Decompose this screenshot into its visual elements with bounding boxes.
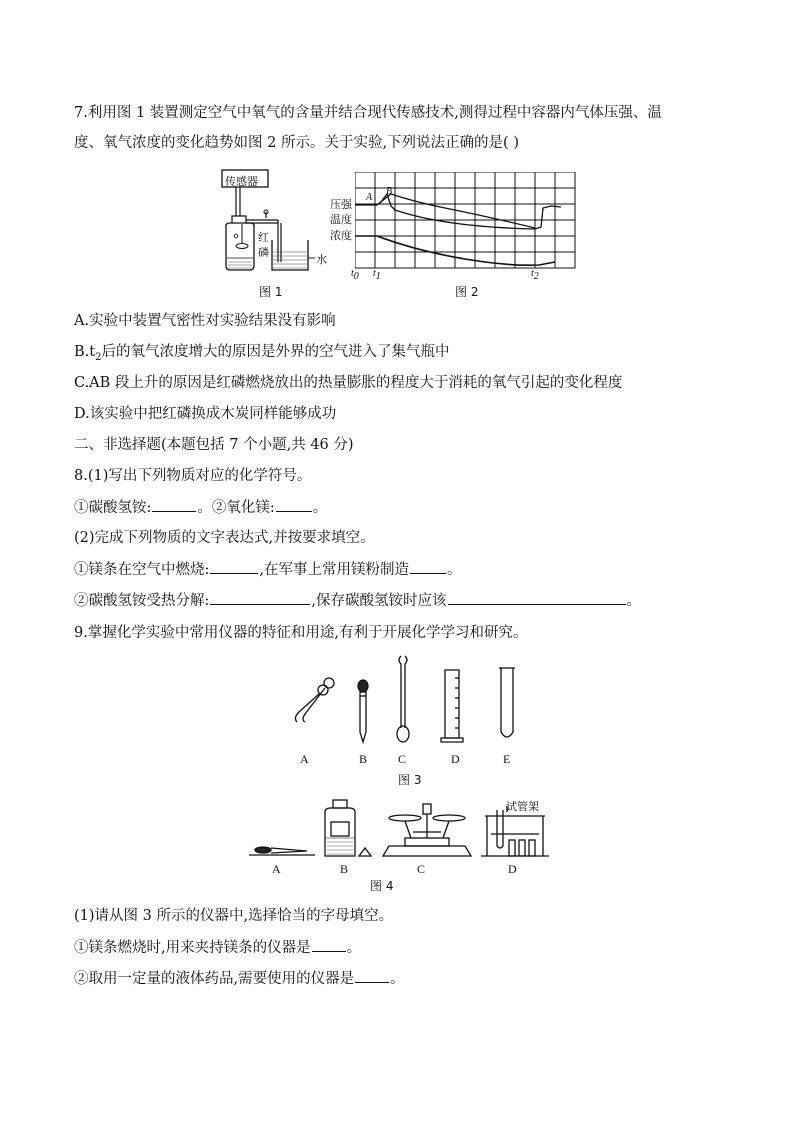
q7-option-d: D.该实验中把红磷换成木炭同样能够成功 — [74, 406, 337, 422]
red-phosphorus-label-2: 磷 — [258, 247, 269, 259]
concentration-label: 浓度 — [330, 229, 352, 242]
fig4-label-b: B — [340, 862, 349, 876]
q8-line-magnesium: ①镁条在空气中燃烧: ,在军事上常用镁粉制造 。 — [74, 559, 462, 580]
q8-part-2: (2)完成下列物质的文字表达式,并按要求填空。 — [74, 530, 375, 546]
q7-option-b: $B.t_2$后的氧气浓度增大的原因是外界的空气进入了集气瓶中 — [74, 344, 450, 363]
q7-option-c: C.AB 段上升的原因是红磷燃烧放出的热量膨胀的程度大于消耗的氧气引起的变化程度 — [74, 375, 623, 391]
fig3-label-e: E — [503, 752, 511, 766]
balance-scale-icon — [383, 804, 471, 856]
figure-4-caption: 图 4 — [370, 879, 394, 893]
answer-blank[interactable] — [276, 497, 312, 512]
figure-3-instruments — [285, 650, 525, 750]
q7-line-2: 度、氧气浓度的变化趋势如图 2 所示。关于实验,下列说法正确的是( ) — [74, 135, 519, 151]
t0-label: $t_0$ — [351, 268, 359, 282]
answer-blank[interactable] — [210, 590, 310, 605]
figure-1-caption: 图 1 — [259, 285, 283, 299]
section-2-heading: 二、非选择题(本题包括 7 个小题,共 46 分) — [74, 437, 354, 453]
reagent-bottle-icon — [325, 800, 371, 856]
q8-line-ammonium: ②碳酸氢铵受热分解: ,保存碳酸氢铵时应该 。 — [74, 590, 641, 611]
point-b-label: B — [386, 186, 393, 197]
medicine-spoon-icon — [397, 656, 409, 742]
test-tube-icon — [499, 668, 515, 737]
answer-blank[interactable] — [210, 559, 258, 574]
dropper-icon — [358, 680, 368, 742]
q9-line-liquid: ②取用一定量的液体药品,需要使用的仪器是 。 — [74, 968, 405, 989]
crucible-tongs-icon — [295, 678, 334, 722]
answer-blank[interactable] — [152, 497, 196, 512]
q8-line-symbols: ①碳酸氢铵: 。②氧化镁: 。 — [74, 497, 327, 518]
figure-3-caption: 图 3 — [398, 773, 422, 787]
fig3-label-d: D — [451, 752, 460, 766]
q8-part-1: 8.(1)写出下列物质对应的化学符号。 — [74, 468, 312, 484]
red-phosphorus-label-1: 红 — [258, 232, 269, 244]
t2-label: $t_2$ — [531, 268, 539, 282]
q7-option-a: A.实验中装置气密性对实验结果没有影响 — [74, 313, 336, 329]
answer-blank[interactable] — [355, 968, 389, 983]
pressure-label: 压强 — [330, 198, 352, 211]
graduated-cylinder-icon — [441, 670, 463, 742]
q9-line-tongs: ①镁条燃烧时,用来夹持镁条的仪器是 。 — [74, 937, 361, 958]
fig3-label-a: A — [300, 752, 309, 766]
water-label: 水 — [316, 254, 327, 266]
fig4-label-a: A — [272, 862, 281, 876]
temperature-label: 温度 — [330, 213, 352, 226]
figure-2-caption: 图 2 — [455, 285, 479, 299]
t1-label: $t_1$ — [373, 268, 381, 282]
answer-blank[interactable] — [448, 590, 626, 605]
answer-blank[interactable] — [312, 937, 346, 952]
sensor-label: 传感器 — [225, 175, 258, 188]
fig3-label-b: B — [359, 752, 368, 766]
point-a-label: A — [366, 192, 373, 203]
q9-part-1: (1)请从图 3 所示的仪器中,选择恰当的字母填空。 — [74, 908, 394, 924]
q9-intro: 9.掌握化学实验中常用仪器的特征和用途,有利于开展化学学习和研究。 — [74, 625, 528, 641]
lying-dropper-icon — [249, 847, 315, 855]
fig4-label-d: D — [508, 862, 517, 876]
test-tube-rack-label: 试管架 — [506, 800, 539, 813]
q7-line-1: 7.利用图 1 装置测定空气中氧气的含量并结合现代传感技术,测得过程中容器内气体压强、温 — [74, 105, 662, 121]
fig3-label-c: C — [398, 752, 407, 766]
fig4-label-c: C — [417, 862, 426, 876]
answer-blank[interactable] — [410, 559, 446, 574]
